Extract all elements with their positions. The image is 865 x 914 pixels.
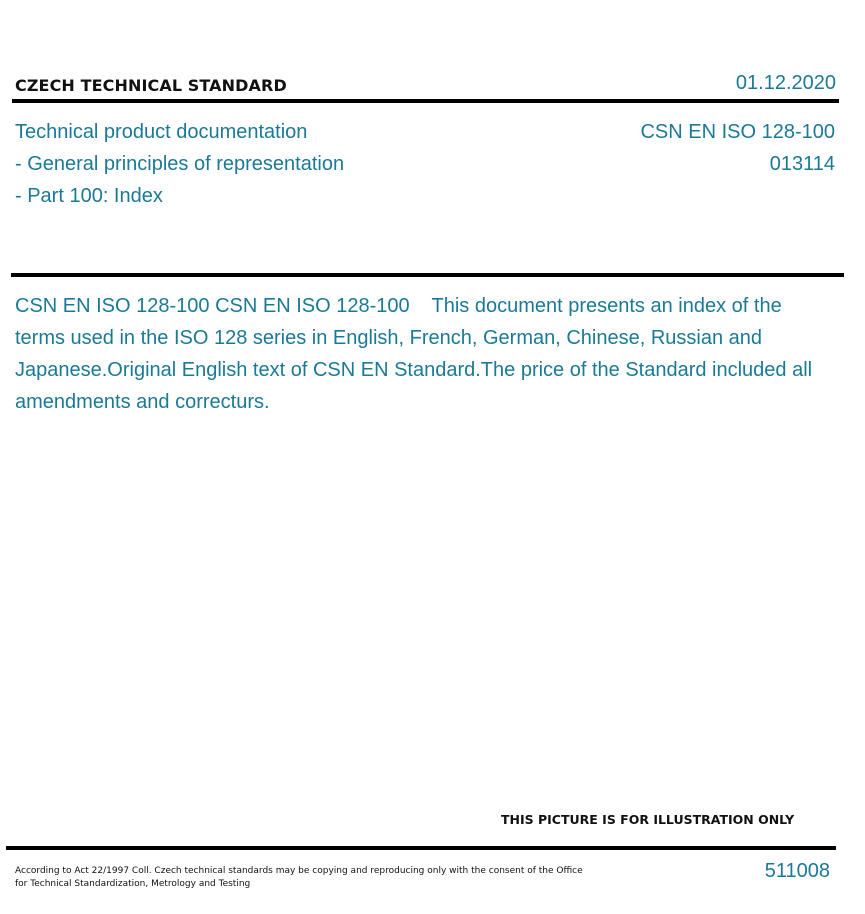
legal-notice-line-2: for Technical Standardization, Metrology and Testing — [15, 879, 251, 889]
standard-type-label: CZECH TECHNICAL STANDARD — [15, 76, 287, 95]
bottom-divider — [6, 846, 836, 850]
standard-codes — [640, 116, 835, 180]
catalog-number: 511008 — [764, 860, 830, 882]
standard-number: CSN EN ISO 128-100 — [640, 121, 835, 143]
publication-date: 01.12.2020 — [735, 72, 836, 94]
legal-notice-line-1: According to Act 22/1997 Coll. Czech technical standards may be copying and reproducing only with the consent of the Office — [15, 866, 583, 876]
title-line-3: - Part 100: Index — [15, 185, 163, 207]
illustration-disclaimer: THIS PICTURE IS FOR ILLUSTRATION ONLY — [501, 812, 795, 827]
title-line-2: - General principles of representation — [15, 153, 345, 175]
middle-divider — [11, 273, 844, 277]
legal-notice — [15, 865, 615, 891]
document-title — [15, 116, 344, 212]
classification-code: 013114 — [769, 153, 835, 175]
document-description: CSN EN ISO 128-100 CSN EN ISO 128-100 This document presents an index of the terms used in the ISO 128 series in English, French, German, Chinese, Russian and Japanese.Original English text of CSN EN Standard.The price of the Standard included all amendments and correcturs. — [15, 295, 818, 413]
top-divider — [12, 99, 839, 103]
title-line-1: Technical product documentation — [15, 121, 308, 143]
